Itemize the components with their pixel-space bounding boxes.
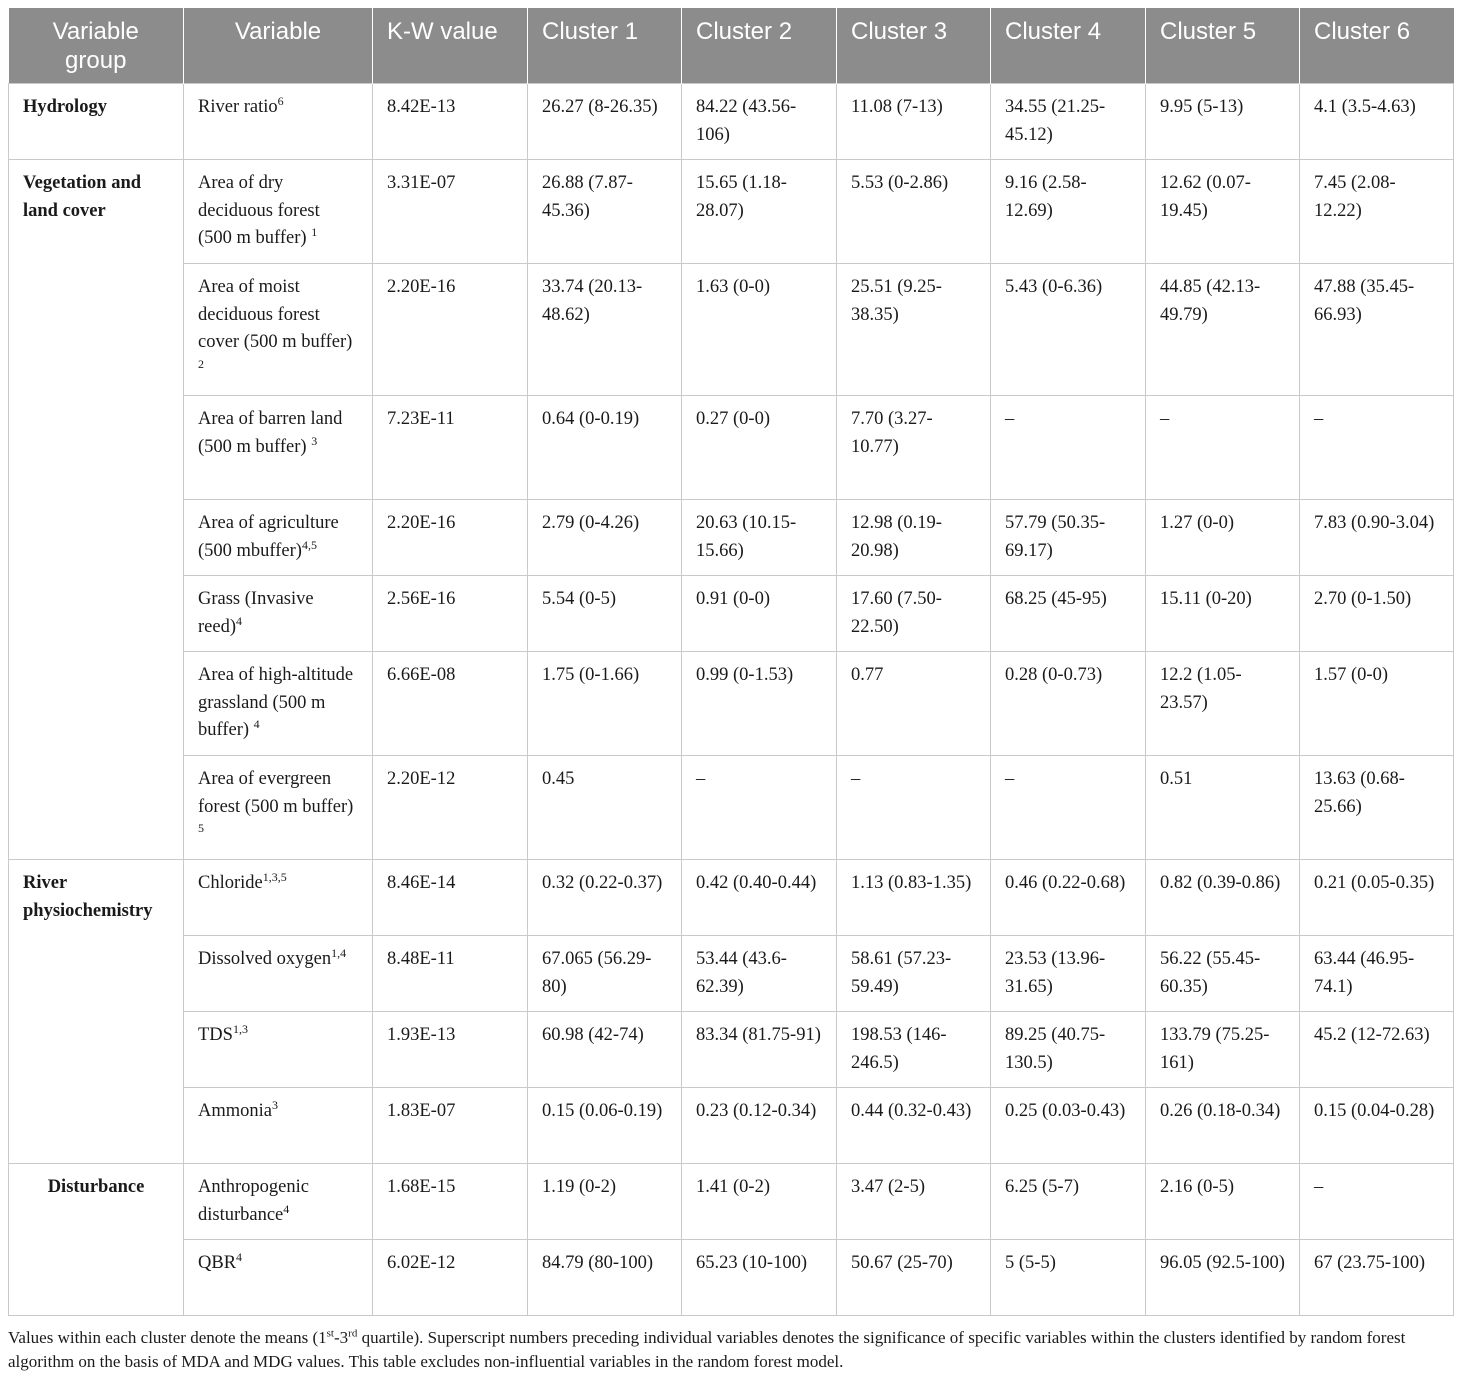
cluster-6-cell: 45.2 (12-72.63) [1300, 1012, 1454, 1088]
cluster-1-cell: 0.64 (0-0.19) [528, 396, 682, 500]
cluster-4-cell: 23.53 (13.96-31.65) [991, 936, 1146, 1012]
cluster-6-cell: 47.88 (35.45-66.93) [1300, 264, 1454, 396]
cluster-6-cell: 7.45 (2.08-12.22) [1300, 160, 1454, 264]
variable-superscript: 4 [253, 716, 260, 731]
cluster-2-cell: 65.23 (10-100) [682, 1240, 837, 1316]
cluster-1-cell: 67.065 (56.29-80) [528, 936, 682, 1012]
kw-value-cell: 6.02E-12 [373, 1240, 528, 1316]
group-cell: River physiochemistry [9, 860, 184, 1164]
kw-value-cell: 8.48E-11 [373, 936, 528, 1012]
kw-value-cell: 2.20E-16 [373, 500, 528, 576]
cluster-6-cell: 13.63 (0.68-25.66) [1300, 756, 1454, 860]
table-footnote [8, 1326, 1456, 1374]
cluster-1-cell: 84.79 (80-100) [528, 1240, 682, 1316]
cluster-1-cell: 1.19 (0-2) [528, 1164, 682, 1240]
cluster-5-cell: 133.79 (75.25-161) [1146, 1012, 1300, 1088]
variable-cell [184, 936, 373, 1012]
variable-name: Area of evergreen forest (500 m buffer) [198, 769, 354, 817]
cluster-6-cell: – [1300, 1164, 1454, 1240]
cluster-3-cell: 58.61 (57.23-59.49) [837, 936, 991, 1012]
variable-cell [184, 84, 373, 160]
table-row [9, 1240, 1454, 1316]
cluster-5-cell: 15.11 (0-20) [1146, 576, 1300, 652]
cluster-4-cell: 0.28 (0-0.73) [991, 652, 1146, 756]
group-cell: Disturbance [9, 1164, 184, 1316]
header-variable: Variable [184, 8, 373, 84]
variable-name: River ratio [198, 97, 278, 117]
cluster-5-cell: – [1146, 396, 1300, 500]
kw-value-cell: 2.20E-16 [373, 264, 528, 396]
cluster-2-cell: 0.27 (0-0) [682, 396, 837, 500]
cluster-4-cell: 0.25 (0.03-0.43) [991, 1088, 1146, 1164]
cluster-6-cell: 67 (23.75-100) [1300, 1240, 1454, 1316]
variable-cell [184, 264, 373, 396]
variable-cell [184, 576, 373, 652]
header-cluster-1: Cluster 1 [528, 8, 682, 84]
cluster-4-cell: 5.43 (0-6.36) [991, 264, 1146, 396]
variable-name: Area of agriculture (500 mbuffer) [198, 513, 339, 561]
cluster-4-cell: 34.55 (21.25-45.12) [991, 84, 1146, 160]
cluster-6-cell: 2.70 (0-1.50) [1300, 576, 1454, 652]
header-cluster-5: Cluster 5 [1146, 8, 1300, 84]
cluster-3-cell: 50.67 (25-70) [837, 1240, 991, 1316]
variable-superscript: 1,3,5 [262, 869, 287, 884]
cluster-4-cell: 5 (5-5) [991, 1240, 1146, 1316]
variable-superscript: 2 [198, 356, 204, 371]
variable-cell [184, 500, 373, 576]
table-row [9, 756, 1454, 860]
footnote-text-2: -3 [334, 1328, 349, 1347]
variable-name: Grass (Invasive reed) [198, 589, 314, 637]
variable-superscript: 1 [311, 224, 318, 239]
cluster-1-cell: 5.54 (0-5) [528, 576, 682, 652]
cluster-4-cell: – [991, 396, 1146, 500]
cluster-1-cell: 26.88 (7.87-45.36) [528, 160, 682, 264]
cluster-6-cell: 4.1 (3.5-4.63) [1300, 84, 1454, 160]
header-cluster-6: Cluster 6 [1300, 8, 1454, 84]
variable-cell [184, 756, 373, 860]
header-cluster-2: Cluster 2 [682, 8, 837, 84]
variable-superscript: 4 [283, 1201, 290, 1216]
variable-superscript: 4 [236, 613, 242, 628]
table-body [9, 84, 1454, 1316]
variable-name: Area of moist deciduous forest cover (500 m buffer) [198, 277, 353, 352]
table-header-row [9, 8, 1454, 84]
variable-name: Dissolved oxygen [198, 949, 332, 969]
kw-value-cell: 7.23E-11 [373, 396, 528, 500]
footnote-sup-st: st [326, 1327, 334, 1340]
variable-cell [184, 396, 373, 500]
variable-cell [184, 860, 373, 936]
cluster-5-cell: 44.85 (42.13-49.79) [1146, 264, 1300, 396]
cluster-2-cell: 20.63 (10.15-15.66) [682, 500, 837, 576]
variable-superscript: 3 [311, 433, 318, 448]
cluster-3-cell: 0.44 (0.32-0.43) [837, 1088, 991, 1164]
cluster-3-cell: 25.51 (9.25-38.35) [837, 264, 991, 396]
variable-name: Area of barren land (500 m buffer) [198, 409, 343, 457]
variable-superscript: 4,5 [301, 537, 317, 552]
cluster-5-cell: 12.2 (1.05-23.57) [1146, 652, 1300, 756]
cluster-2-cell: 53.44 (43.6-62.39) [682, 936, 837, 1012]
cluster-1-cell: 2.79 (0-4.26) [528, 500, 682, 576]
cluster-3-cell: – [837, 756, 991, 860]
kw-value-cell: 1.93E-13 [373, 1012, 528, 1088]
kw-value-cell: 6.66E-08 [373, 652, 528, 756]
table-row [9, 860, 1454, 936]
variable-name: QBR [198, 1253, 237, 1273]
variable-superscript: 6 [277, 93, 284, 108]
variable-cell [184, 1012, 373, 1088]
variable-cell [184, 1164, 373, 1240]
header-cluster-3: Cluster 3 [837, 8, 991, 84]
cluster-1-cell: 33.74 (20.13-48.62) [528, 264, 682, 396]
cluster-2-cell: 15.65 (1.18-28.07) [682, 160, 837, 264]
cluster-1-cell: 0.45 [528, 756, 682, 860]
cluster-5-cell: 1.27 (0-0) [1146, 500, 1300, 576]
cluster-6-cell: – [1300, 396, 1454, 500]
variable-cell [184, 652, 373, 756]
cluster-5-cell: 0.26 (0.18-0.34) [1146, 1088, 1300, 1164]
header-cluster-4: Cluster 4 [991, 8, 1146, 84]
table-row [9, 396, 1454, 500]
table-row [9, 1164, 1454, 1240]
cluster-6-cell: 1.57 (0-0) [1300, 652, 1454, 756]
header-variable-group: Variable group [9, 8, 184, 84]
variable-name: Ammonia [198, 1101, 272, 1121]
cluster-5-cell: 0.51 [1146, 756, 1300, 860]
group-cell: Hydrology [9, 84, 184, 160]
kw-value-cell: 1.68E-15 [373, 1164, 528, 1240]
variable-superscript: 1,4 [331, 945, 347, 960]
footnote-sup-rd: rd [348, 1327, 358, 1340]
header-kw-value: K-W value [373, 8, 528, 84]
cluster-2-cell: 1.41 (0-2) [682, 1164, 837, 1240]
data-table [8, 8, 1454, 1316]
footnote-text-1: Values within each cluster denote the means (1 [8, 1328, 327, 1347]
cluster-3-cell: 12.98 (0.19-20.98) [837, 500, 991, 576]
cluster-1-cell: 0.32 (0.22-0.37) [528, 860, 682, 936]
kw-value-cell: 1.83E-07 [373, 1088, 528, 1164]
footnote-text-3: quartile). Superscript numbers preceding individual variables denotes the significance of specific variables within the clusters identified by random forest algorithm on the basis of MDA and MDG values. This table excludes non-influential variables in the random forest model. [8, 1328, 1406, 1371]
variable-name: Anthropogenic disturbance [198, 1177, 309, 1225]
table-row [9, 264, 1454, 396]
cluster-2-cell: 0.23 (0.12-0.34) [682, 1088, 837, 1164]
cluster-6-cell: 63.44 (46.95-74.1) [1300, 936, 1454, 1012]
kw-value-cell: 3.31E-07 [373, 160, 528, 264]
cluster-3-cell: 3.47 (2-5) [837, 1164, 991, 1240]
table-row [9, 652, 1454, 756]
cluster-4-cell: 9.16 (2.58-12.69) [991, 160, 1146, 264]
cluster-2-cell: 83.34 (81.75-91) [682, 1012, 837, 1088]
kw-value-cell: 8.46E-14 [373, 860, 528, 936]
cluster-6-cell: 0.21 (0.05-0.35) [1300, 860, 1454, 936]
variable-superscript: 1,3 [232, 1021, 248, 1036]
kw-value-cell: 2.56E-16 [373, 576, 528, 652]
table-row [9, 500, 1454, 576]
table-row [9, 84, 1454, 160]
cluster-5-cell: 12.62 (0.07-19.45) [1146, 160, 1300, 264]
variable-cell [184, 160, 373, 264]
cluster-4-cell: 57.79 (50.35-69.17) [991, 500, 1146, 576]
table-row [9, 576, 1454, 652]
cluster-1-cell: 26.27 (8-26.35) [528, 84, 682, 160]
cluster-1-cell: 1.75 (0-1.66) [528, 652, 682, 756]
table-row [9, 1088, 1454, 1164]
kw-value-cell: 2.20E-12 [373, 756, 528, 860]
cluster-5-cell: 56.22 (55.45-60.35) [1146, 936, 1300, 1012]
cluster-1-cell: 60.98 (42-74) [528, 1012, 682, 1088]
group-cell: Vegetation and land cover [9, 160, 184, 860]
cluster-4-cell: 0.46 (0.22-0.68) [991, 860, 1146, 936]
cluster-5-cell: 9.95 (5-13) [1146, 84, 1300, 160]
variable-cell [184, 1088, 373, 1164]
cluster-1-cell: 0.15 (0.06-0.19) [528, 1088, 682, 1164]
cluster-2-cell: 0.91 (0-0) [682, 576, 837, 652]
cluster-4-cell: 68.25 (45-95) [991, 576, 1146, 652]
kw-value-cell: 8.42E-13 [373, 84, 528, 160]
cluster-3-cell: 5.53 (0-2.86) [837, 160, 991, 264]
variable-name: Area of high-altitude grassland (500 m buffer) [198, 665, 354, 740]
table-row [9, 1012, 1454, 1088]
table-row [9, 160, 1454, 264]
variable-name: Area of dry deciduous forest (500 m buffer) [198, 173, 320, 248]
cluster-6-cell: 0.15 (0.04-0.28) [1300, 1088, 1454, 1164]
cluster-5-cell: 2.16 (0-5) [1146, 1164, 1300, 1240]
table-row [9, 936, 1454, 1012]
cluster-3-cell: 7.70 (3.27-10.77) [837, 396, 991, 500]
cluster-5-cell: 0.82 (0.39-0.86) [1146, 860, 1300, 936]
variable-superscript: 5 [198, 820, 204, 835]
cluster-3-cell: 0.77 [837, 652, 991, 756]
cluster-4-cell: – [991, 756, 1146, 860]
variable-name: Chloride [198, 873, 263, 893]
cluster-2-cell: 84.22 (43.56-106) [682, 84, 837, 160]
cluster-2-cell: 1.63 (0-0) [682, 264, 837, 396]
cluster-2-cell: – [682, 756, 837, 860]
variable-name: TDS [198, 1025, 233, 1045]
cluster-3-cell: 17.60 (7.50-22.50) [837, 576, 991, 652]
cluster-5-cell: 96.05 (92.5-100) [1146, 1240, 1300, 1316]
cluster-4-cell: 6.25 (5-7) [991, 1164, 1146, 1240]
variable-cell [184, 1240, 373, 1316]
cluster-3-cell: 1.13 (0.83-1.35) [837, 860, 991, 936]
cluster-2-cell: 0.42 (0.40-0.44) [682, 860, 837, 936]
cluster-2-cell: 0.99 (0-1.53) [682, 652, 837, 756]
cluster-3-cell: 198.53 (146-246.5) [837, 1012, 991, 1088]
cluster-4-cell: 89.25 (40.75-130.5) [991, 1012, 1146, 1088]
cluster-6-cell: 7.83 (0.90-3.04) [1300, 500, 1454, 576]
variable-superscript: 3 [272, 1097, 278, 1112]
cluster-3-cell: 11.08 (7-13) [837, 84, 991, 160]
variable-superscript: 4 [236, 1249, 243, 1264]
